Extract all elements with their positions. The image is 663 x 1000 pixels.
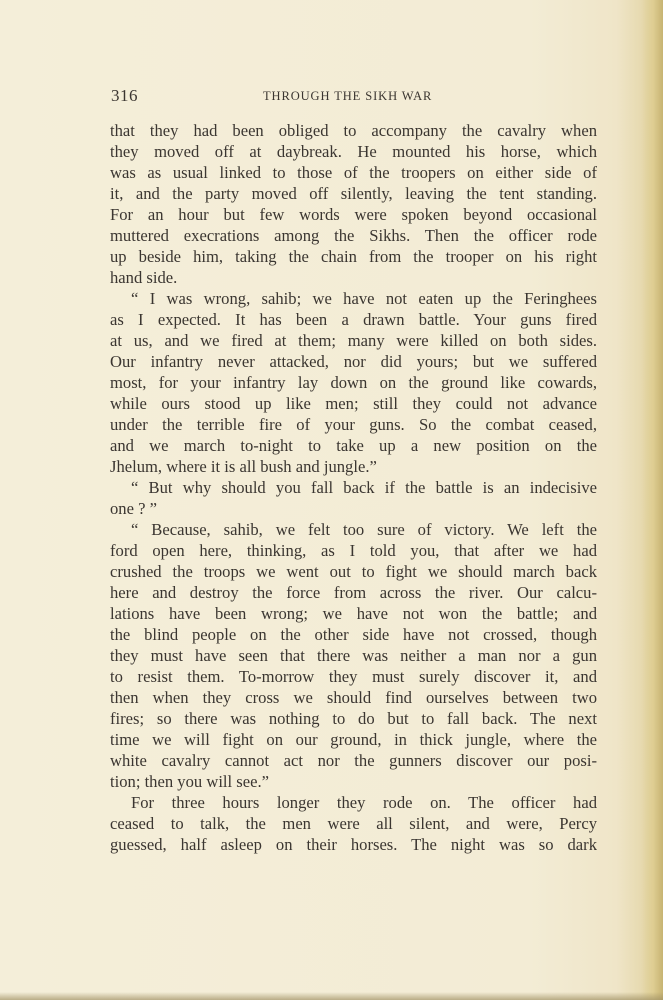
text-line: ceased to talk, the men were all silent, and were, Percy (110, 814, 597, 833)
text-line: “ But why should you fall back if the battle is an indecisive (131, 478, 597, 497)
text-line: hand side. (110, 268, 178, 287)
text-line: white cavalry cannot act nor the gunners discover our posi- (110, 751, 597, 770)
page-bottom-shadow (0, 992, 663, 1000)
text-line: muttered execrations among the Sikhs. Then the officer rode (110, 226, 597, 245)
text-line: it, and the party moved off silently, leaving the tent standing. (110, 184, 597, 203)
text-line: Our infantry never attacked, nor did yours; but we suffered (110, 352, 597, 371)
text-line: as I expected. It has been a drawn battle. Your guns fired (110, 310, 597, 329)
text-line: up beside him, taking the chain from the trooper on his right (110, 247, 597, 266)
text-line: they moved off at daybreak. He mounted his horse, which (110, 142, 597, 161)
text-line: and we march to-night to take up a new position on the (110, 436, 597, 455)
text-line: lations have been wrong; we have not won the battle; and (110, 604, 597, 623)
text-line: ford open here, thinking, as I told you, that after we had (110, 541, 597, 560)
text-line: Jhelum, where it is all bush and jungle.” (110, 457, 377, 476)
text-line: fires; so there was nothing to do but to fall back. The next (110, 709, 597, 728)
text-line: to resist them. To-morrow they must surely discover it, and (110, 667, 597, 686)
text-line: “ I was wrong, sahib; we have not eaten up the Feringhees (131, 289, 597, 308)
text-line: guessed, half asleep on their horses. The night was so dark (110, 835, 597, 854)
text-line: they must have seen that there was neither a man nor a gun (110, 646, 597, 665)
text-line: the blind people on the other side have not crossed, though (110, 625, 597, 644)
text-line: For three hours longer they rode on. The officer had (131, 793, 597, 812)
text-line: time we will fight on our ground, in thick jungle, where the (110, 730, 597, 749)
text-line: tion; then you will see.” (110, 772, 269, 791)
text-line: under the terrible fire of your guns. So the combat ceased, (110, 415, 597, 434)
text-line: then when they cross we should find ourselves between two (110, 688, 597, 707)
text-line: “ Because, sahib, we felt too sure of victory. We left the (131, 520, 597, 539)
running-head: THROUGH THE SIKH WAR (263, 89, 433, 103)
text-line: For an hour but few words were spoken beyond occasional (110, 205, 597, 224)
text-line: at us, and we fired at them; many were killed on both sides. (110, 331, 597, 350)
body-text (110, 120, 597, 855)
text-line: crushed the troops we went out to fight we should march back (110, 562, 597, 581)
text-line: that they had been obliged to accompany the cavalry when (110, 121, 597, 140)
text-line: while ours stood up like men; still they could not advance (110, 394, 597, 413)
page-header (111, 86, 597, 106)
text-line: one ? ” (110, 499, 157, 518)
text-line: was as usual linked to those of the troopers on either side of (110, 163, 597, 182)
text-line: most, for your infantry lay down on the ground like cowards, (110, 373, 597, 392)
page-edge-shadow (641, 0, 663, 1000)
text-line: here and destroy the force from across the river. Our calcu- (110, 583, 597, 602)
page-number: 316 (111, 86, 138, 105)
